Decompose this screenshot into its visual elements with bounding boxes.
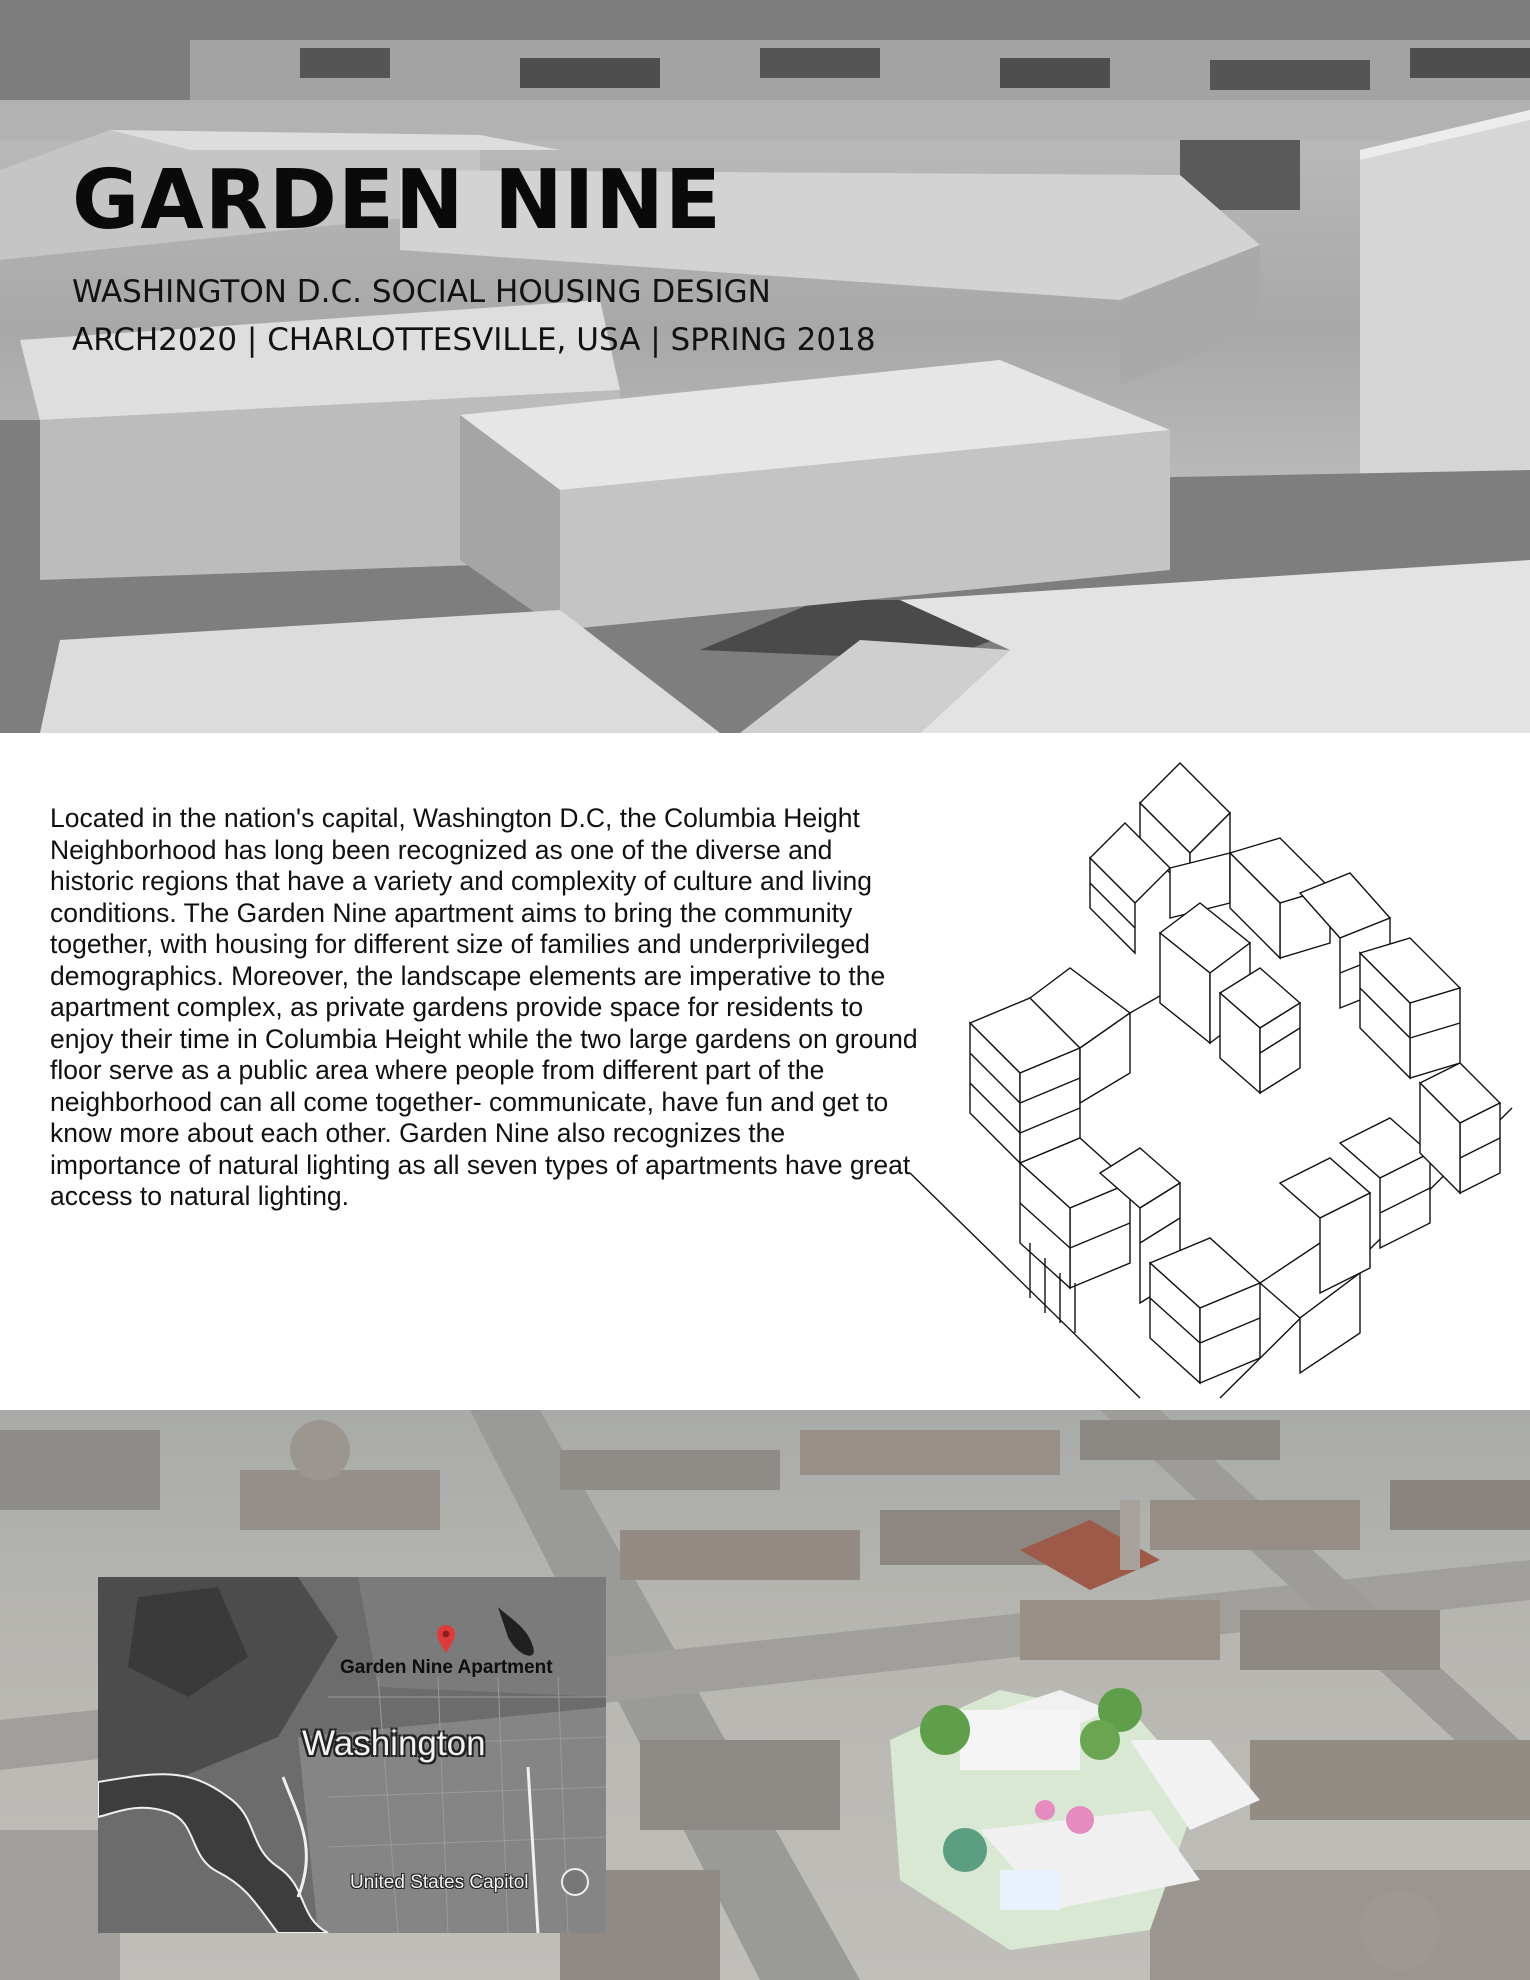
- capitol-landmark-icon: [561, 1868, 589, 1896]
- landmark-label: United States Capitol: [350, 1872, 529, 1893]
- course-info: ARCH2020 | CHARLOTTESVILLE, USA | SPRING 2018: [72, 322, 876, 358]
- city-label: Washington: [302, 1724, 486, 1763]
- hero-render: [0, 0, 1530, 733]
- project-subtitle: WASHINGTON D.C. SOCIAL HOUSING DESIGN: [72, 274, 771, 310]
- axonometric-diagram: [900, 743, 1530, 1408]
- page-title: GARDEN NINE: [72, 153, 722, 248]
- location-map: [98, 1577, 606, 1933]
- massing-render-image: [0, 0, 1530, 733]
- map-pin-icon: [437, 1625, 455, 1653]
- project-description: Located in the nation's capital, Washington D.C, the Columbia Height Neighborhood has long been recognized as one of the diverse and historic regions that have a variety and complexity of culture and living conditions. The Garden Nine apartment aims to bring the community together, with housing for different size of families and underprivileged demographics. Moreover, the landscape elements are imperative to the apartment complex, as private gardens provide space for residents to enjoy their time in Columbia Height while the two large gardens on ground floor serve as a public area where people from different part of the neighborhood can all come together- communicate, have fun and get to know more about each other. Garden Nine also recognizes the importance of natural lighting as all seven types of apartments have great access to natural lighting.: [50, 803, 918, 1211]
- description-section: [0, 733, 1530, 1410]
- site-label: Garden Nine Apartment: [340, 1657, 553, 1678]
- aerial-site-section: [0, 1410, 1530, 1980]
